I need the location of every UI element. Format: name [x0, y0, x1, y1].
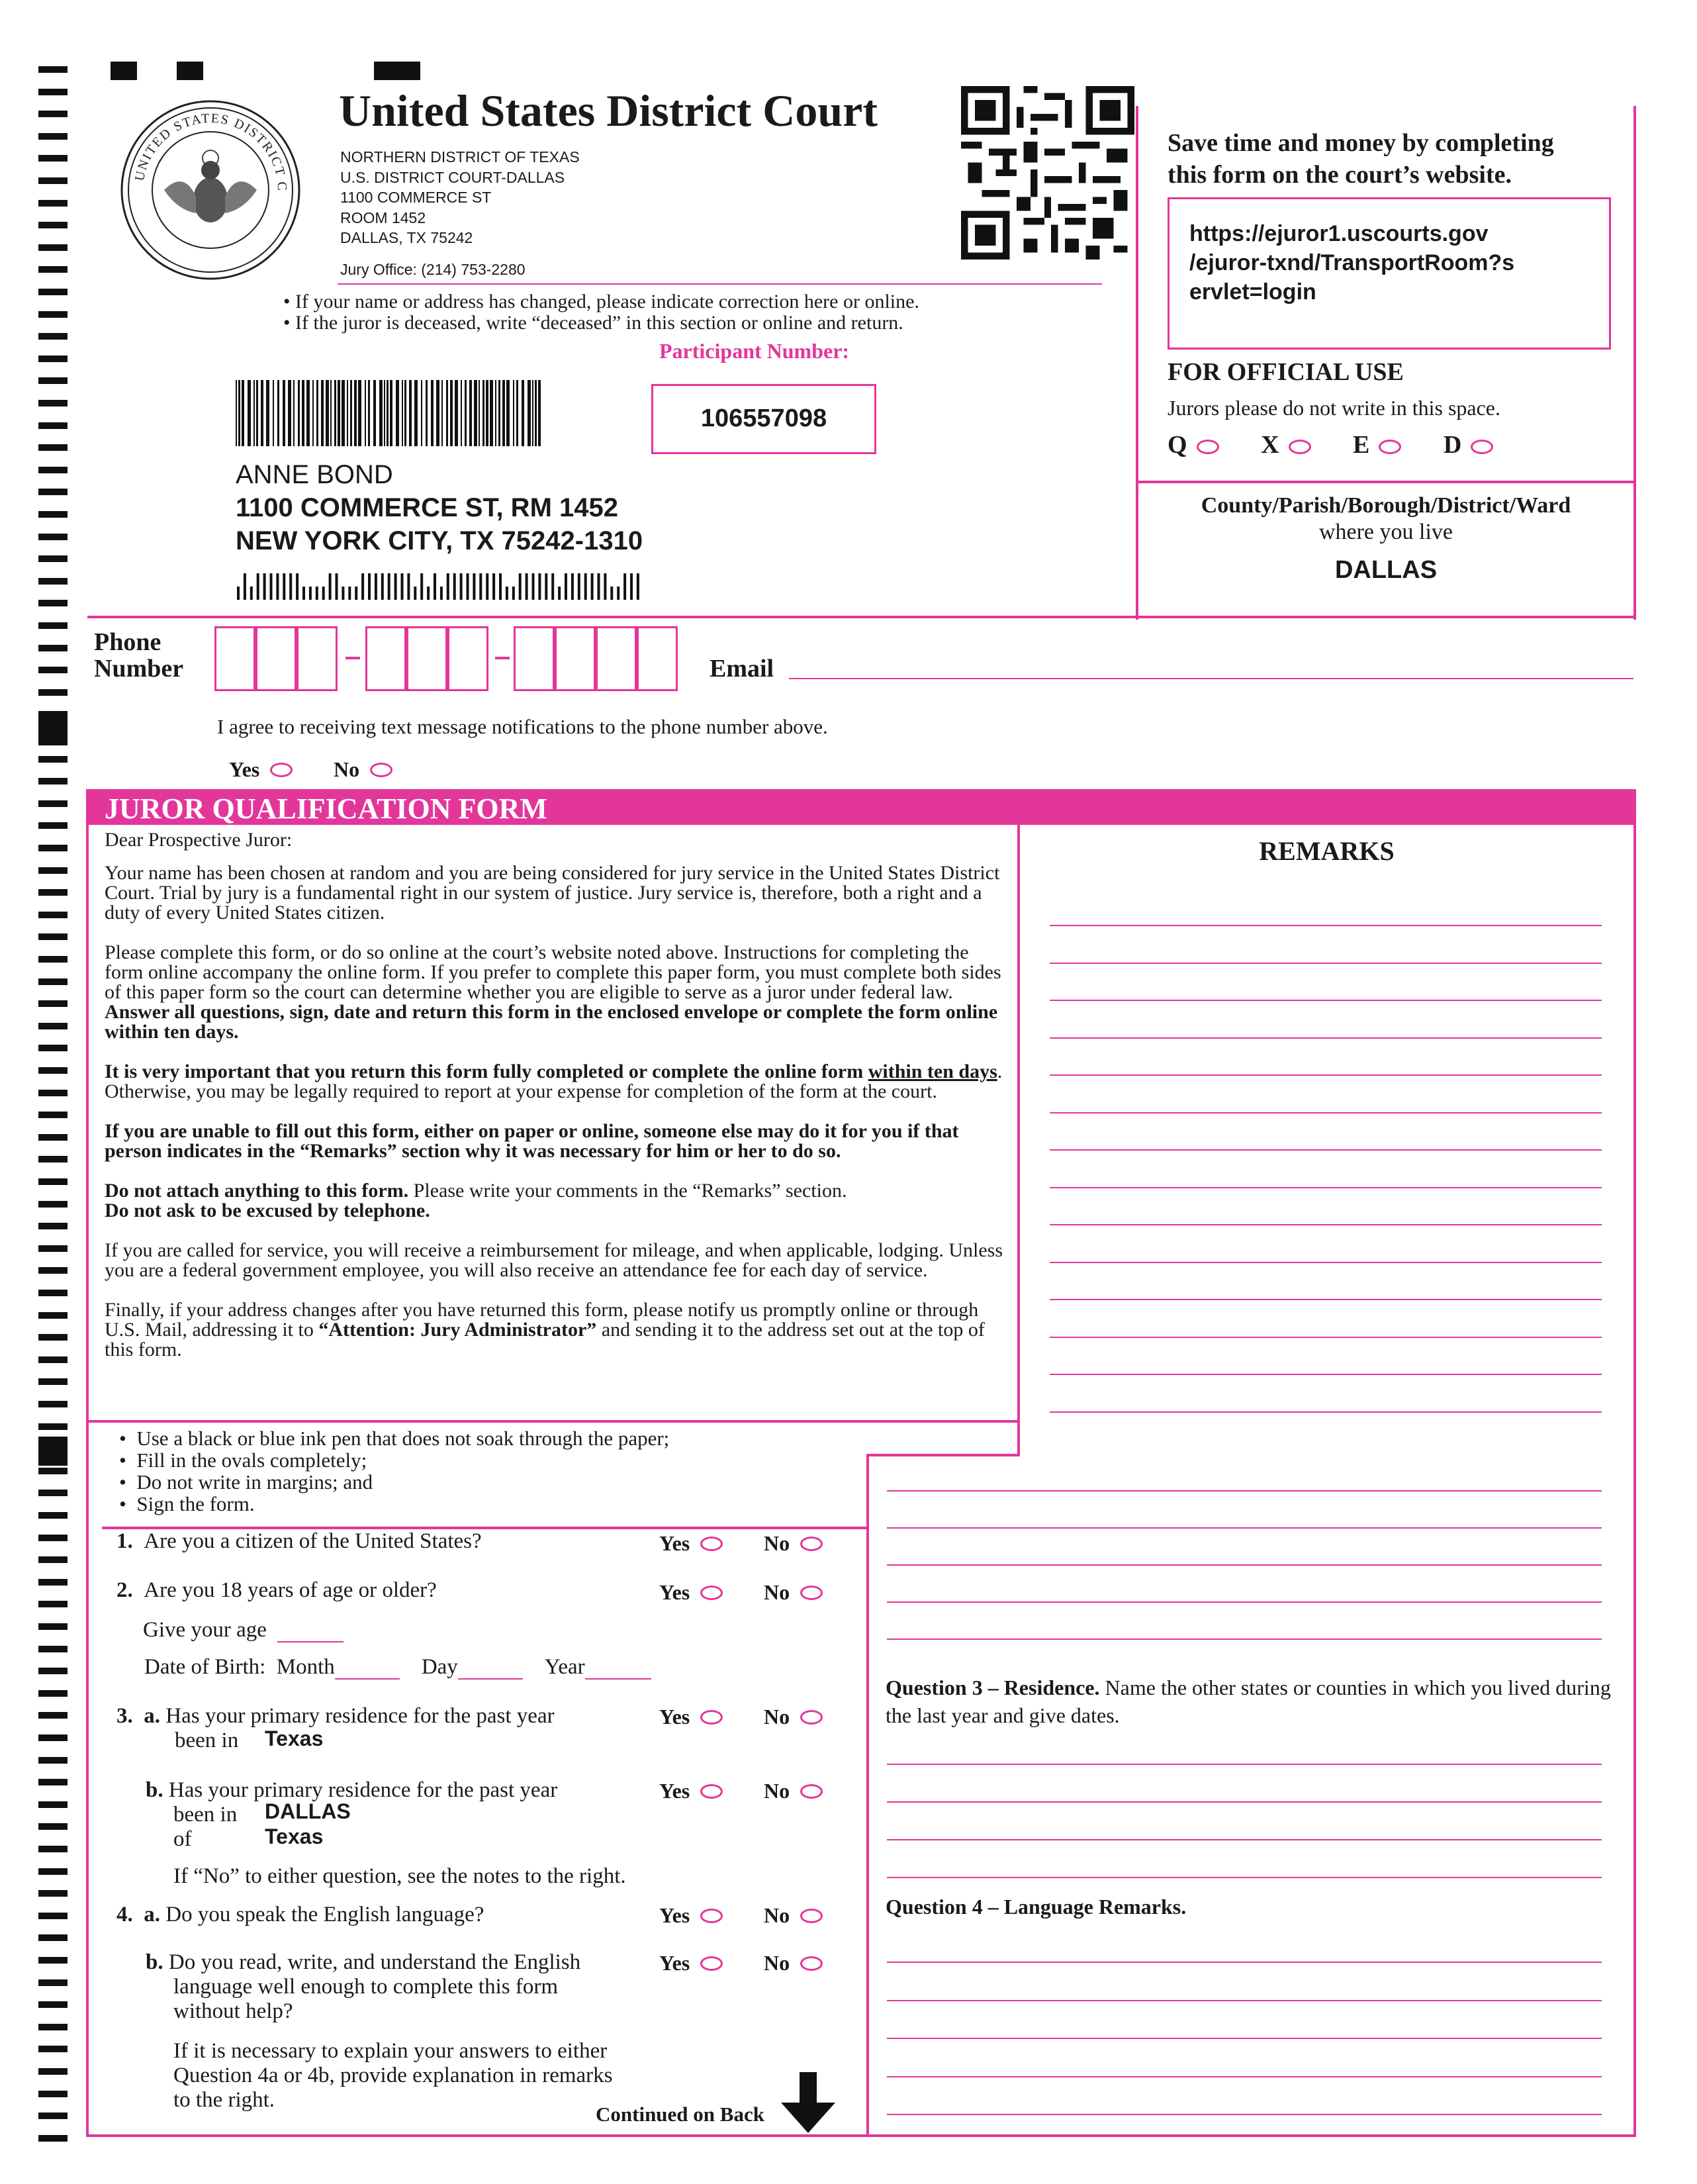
- remarks-line[interactable]: [1050, 1000, 1602, 1001]
- timing-tick: [38, 1423, 68, 1430]
- addressee-name: ANNE BOND: [236, 460, 393, 489]
- timing-tick: [38, 1801, 68, 1808]
- timing-tick: [38, 2024, 68, 2030]
- q3b-fill-state: Texas: [265, 1825, 324, 1848]
- timing-tick: [38, 1957, 68, 1964]
- county-label: County/Parish/Borough/District/Ward where you live: [1201, 493, 1571, 544]
- timing-tick: [38, 377, 68, 384]
- timing-tick: [38, 889, 68, 896]
- question-4b: b. Do you read, write, and understand the English language well enough to complete this form without help?: [146, 1950, 581, 2023]
- timing-tick: [38, 1201, 68, 1208]
- remarks-line[interactable]: [887, 1801, 1602, 1803]
- timing-tick: [38, 1868, 68, 1875]
- timing-tick: [38, 467, 68, 473]
- timing-tick: [38, 1734, 68, 1741]
- registration-mark: [111, 62, 137, 80]
- text-consent: I agree to receiving text message notifications to the phone number above.: [217, 715, 828, 738]
- timing-tick: [38, 778, 68, 784]
- phone-digit-box[interactable]: [596, 626, 637, 691]
- remarks-line[interactable]: [1050, 1187, 1602, 1188]
- timing-tick: [38, 1267, 68, 1274]
- phone-digit-box[interactable]: [297, 626, 338, 691]
- remarks-title: REMARKS: [1259, 836, 1395, 866]
- timing-tick: [38, 600, 68, 606]
- question-3a: 3. a. Has your primary residence for the past year been in: [116, 1704, 555, 1752]
- phone-digit-box[interactable]: [406, 626, 447, 691]
- q4a-yes[interactable]: Yes: [659, 1901, 723, 1928]
- timing-tick: [38, 1245, 68, 1252]
- q4b-yes[interactable]: Yes: [659, 1949, 723, 1975]
- letter-paragraph: Finally, if your address changes after you have returned this form, please notify us promptly online or through U.S. Mail, addressing it to “Attention: Jury Administrator” and sending it to the address set out at the top of this form.: [105, 1299, 985, 1360]
- letter-paragraph: Do not attach anything to this form. Please write your comments in the “Remarks” section. Do not ask to be excused by telephone.: [105, 1180, 847, 1221]
- timing-tick: [38, 1134, 68, 1141]
- timing-tick: [38, 956, 68, 963]
- q3-note: If “No” to either question, see the notes to the right.: [173, 1864, 626, 1888]
- timing-tick: [38, 1334, 68, 1341]
- letter-paragraph: If you are called for service, you will receive a reimbursement for mileage, and when applicable, lodging. Unless you are a federal government employee, you will also receive an attendance fee for each day of service.: [105, 1239, 1003, 1281]
- svg-text:UNITED STATES DISTRICT COURT: UNITED STATES DISTRICT C: [132, 111, 290, 193]
- q3a-fill-state: Texas: [265, 1727, 324, 1750]
- timing-tick: [38, 1890, 68, 1897]
- question-2: 2. Are you 18 years of age or older?: [116, 1578, 437, 1602]
- age-field[interactable]: Give your age: [143, 1618, 344, 1642]
- timing-tick: [38, 756, 68, 763]
- timing-tick: [38, 1378, 68, 1385]
- timing-tick: [38, 1468, 68, 1474]
- q1-yes[interactable]: Yes: [659, 1529, 723, 1556]
- q3-residence-remarks: Question 3 – Residence. Name the other states or counties in which you lived during the last year and give dates.: [886, 1676, 1611, 1727]
- remarks-line[interactable]: [887, 2114, 1602, 2115]
- letter-paragraph: Please complete this form, or do so online at the court’s website noted above. Instructions for completing the form online accompany the online form. If you prefer to complete this paper form, you must complete both sides of this paper form so the court can determine whether you are eligible to serve as a juror under federal law. Answer all questions, sign, date and return this form in the enclosed envelope or complete the form online within ten days.: [105, 941, 1001, 1043]
- timing-tick: [38, 555, 68, 562]
- timing-tick: [38, 1223, 68, 1229]
- timing-tick: [38, 1579, 68, 1586]
- down-arrow-icon: [781, 2072, 835, 2133]
- timing-tick: [38, 311, 68, 318]
- timing-tick: [38, 222, 68, 228]
- remarks-line[interactable]: [887, 1962, 1602, 1963]
- timing-tick: [38, 1668, 68, 1674]
- court-title: United States District Court: [339, 85, 878, 136]
- phone-digit-box[interactable]: [447, 626, 488, 691]
- phone-dash: [345, 657, 360, 659]
- registration-mark: [374, 62, 420, 80]
- letter-paragraph: It is very important that you return this form fully completed or complete the online form within ten days. Otherwise, you may be legally required to report at your expense for completion of the form at the court.: [105, 1061, 1003, 1102]
- timing-tick: [38, 1401, 68, 1407]
- timing-tick: [38, 1823, 68, 1830]
- remarks-line[interactable]: [1050, 1149, 1602, 1151]
- timing-tick: [38, 1312, 68, 1319]
- email-label: Email: [710, 655, 774, 683]
- remarks-line[interactable]: [887, 1564, 1602, 1566]
- timing-tick: [38, 1112, 68, 1118]
- q3b-yes[interactable]: Yes: [659, 1777, 723, 1803]
- qr-code: [961, 86, 1134, 260]
- timing-block: [38, 1437, 68, 1466]
- addressee-city: NEW YORK CITY, TX 75242-1310: [236, 526, 643, 555]
- timing-tick: [38, 1690, 68, 1697]
- timing-tick: [38, 333, 68, 340]
- remarks-line[interactable]: [887, 1764, 1602, 1765]
- question-1: 1. Are you a citizen of the United States?: [116, 1529, 482, 1553]
- letter-paragraph: Your name has been chosen at random and you are being considered for jury service in the United States District Court. Trial by jury is a fundamental right in our system of justice. Jury service is, therefore, both a right and a duty of every United States citizen.: [105, 862, 1000, 924]
- court-seal: [118, 97, 303, 283]
- timing-tick: [38, 244, 68, 251]
- remarks-line[interactable]: [887, 2000, 1602, 2001]
- phone-label: Phone Number: [94, 628, 184, 683]
- remarks-line[interactable]: [887, 1839, 1602, 1840]
- remarks-line[interactable]: [887, 1601, 1602, 1603]
- form-title-bar: JUROR QUALIFICATION FORM: [86, 789, 1636, 825]
- remarks-line[interactable]: [1050, 1299, 1602, 1300]
- timing-tick: [38, 1623, 68, 1630]
- registration-mark: [177, 62, 203, 80]
- instruction-list: [119, 1427, 669, 1515]
- timing-tick: [38, 2068, 68, 2075]
- q2-no[interactable]: No: [764, 1578, 823, 1605]
- timing-tick: [38, 867, 68, 874]
- official-use-title: FOR OFFICIAL USE: [1168, 358, 1404, 386]
- remarks-line[interactable]: [1050, 1374, 1602, 1375]
- remarks-line[interactable]: [1050, 1037, 1602, 1039]
- q4a-no[interactable]: No: [764, 1901, 823, 1928]
- remarks-line[interactable]: [1050, 925, 1602, 926]
- timing-tick: [38, 356, 68, 362]
- timing-tick: [38, 1979, 68, 1986]
- timing-tick: [38, 1356, 68, 1363]
- q2-yes[interactable]: Yes: [659, 1578, 723, 1605]
- text-consent-no[interactable]: No: [334, 755, 392, 782]
- timing-tick: [38, 1601, 68, 1607]
- phone-digit-box[interactable]: [365, 626, 406, 691]
- timing-tick: [38, 2001, 68, 2008]
- timing-tick: [38, 2135, 68, 2142]
- timing-tick: [38, 1757, 68, 1764]
- q3a-no[interactable]: No: [764, 1703, 823, 1729]
- timing-tick: [38, 667, 68, 673]
- letter-body: [105, 830, 1006, 1380]
- question-3b: b. Has your primary residence for the past year been in of: [146, 1778, 558, 1851]
- instruction-item: • Sign the form.: [119, 1492, 255, 1515]
- addressee-block: [236, 458, 643, 557]
- timing-tick: [38, 200, 68, 207]
- remarks-line[interactable]: [1050, 1112, 1602, 1114]
- timing-tick: [38, 89, 68, 95]
- timing-tick: [38, 845, 68, 851]
- dob-field[interactable]: Date of Birth: Month Day Year: [144, 1655, 651, 1680]
- remarks-line[interactable]: [1050, 1224, 1602, 1225]
- remarks-line[interactable]: [887, 1877, 1602, 1878]
- timing-tick: [38, 1512, 68, 1519]
- timing-tick: [38, 511, 68, 518]
- timing-tick: [38, 622, 68, 629]
- timing-tick: [38, 1846, 68, 1852]
- website-url[interactable]: https://ejuror1.uscourts.gov /ejuror-txnd/TransportRoom?s ervlet=login: [1168, 197, 1611, 350]
- q3a-yes[interactable]: Yes: [659, 1703, 723, 1729]
- phone-digit-box[interactable]: [255, 626, 297, 691]
- phone-digit-box[interactable]: [555, 626, 596, 691]
- continued-on-back: Continued on Back: [596, 2103, 764, 2126]
- timing-tick: [38, 1913, 68, 1919]
- timing-tick: [38, 578, 68, 585]
- remarks-line[interactable]: [887, 1490, 1602, 1492]
- phone-digit-box[interactable]: [214, 626, 255, 691]
- email-field[interactable]: [789, 678, 1633, 679]
- q1-no[interactable]: No: [764, 1529, 823, 1556]
- timing-tick: [38, 1535, 68, 1541]
- question-4a: 4. a. Do you speak the English language?: [116, 1903, 484, 1926]
- website-heading: Save time and money by completing this form on the court’s website.: [1168, 129, 1554, 189]
- phone-dash: [495, 657, 510, 659]
- timing-tick: [38, 800, 68, 807]
- letter-paragraph: If you are unable to fill out this form, either on paper or online, someone else may do it for you if that person indicates in the “Remarks” section why it was necessary for him or her to do so.: [105, 1120, 959, 1162]
- timing-tick: [38, 1490, 68, 1496]
- timing-tick: [38, 1156, 68, 1163]
- timing-tick: [38, 645, 68, 651]
- q4-note: If it is necessary to explain your answers to either Question 4a or 4b, provide explanation in remarks to the right.: [173, 2039, 613, 2112]
- participant-number: 106557098: [651, 384, 876, 454]
- timing-tick: [38, 978, 68, 985]
- remarks-line[interactable]: [1050, 1411, 1602, 1413]
- q4b-no[interactable]: No: [764, 1949, 823, 1975]
- remarks-line[interactable]: [1050, 963, 1602, 964]
- timing-block: [38, 716, 68, 745]
- court-address: NORTHERN DISTRICT OF TEXAS U.S. DISTRICT COURT-DALLAS 1100 COMMERCE ST ROOM 1452 DALLAS, TX 75242: [340, 148, 580, 246]
- timing-tick: [38, 444, 68, 451]
- phone-digit-box[interactable]: [514, 626, 555, 691]
- q3b-no[interactable]: No: [764, 1777, 823, 1803]
- timing-tick: [38, 1712, 68, 1719]
- postal-barcode: [237, 573, 645, 600]
- timing-tick: [38, 2091, 68, 2097]
- timing-tick: [38, 933, 68, 940]
- timing-tick: [38, 1090, 68, 1096]
- timing-tick: [38, 1178, 68, 1185]
- timing-tick: [38, 289, 68, 295]
- timing-tick: [38, 111, 68, 117]
- remarks-line[interactable]: [1050, 1337, 1602, 1338]
- timing-tick: [38, 400, 68, 406]
- instruction-item: • Do not write in margins; and: [119, 1470, 373, 1494]
- timing-tick: [38, 133, 68, 140]
- remarks-line[interactable]: [887, 2038, 1602, 2039]
- letter-salutation: Dear Prospective Juror:: [105, 829, 293, 851]
- timing-tick: [38, 2113, 68, 2119]
- timing-tick: [38, 1290, 68, 1296]
- mail-barcode: [236, 380, 541, 446]
- timing-tick: [38, 266, 68, 273]
- jury-office-phone: Jury Office: (214) 753-2280: [340, 261, 526, 278]
- county-value: DALLAS: [1334, 556, 1438, 584]
- remarks-line[interactable]: [1050, 1262, 1602, 1263]
- timing-tick: [38, 1000, 68, 1007]
- timing-tick: [38, 1045, 68, 1051]
- timing-tick: [38, 177, 68, 184]
- timing-tick: [38, 422, 68, 429]
- change-notices: • If your name or address has changed, please indicate correction here or online. • If the juror is deceased, write “deceased” in this section or online and return.: [283, 291, 919, 334]
- instruction-item: • Fill in the ovals completely;: [119, 1448, 367, 1472]
- timing-tick: [38, 912, 68, 918]
- addressee-street: 1100 COMMERCE ST, RM 1452: [236, 493, 618, 522]
- q3b-fill-county: DALLAS: [265, 1799, 351, 1823]
- timing-tick: [38, 1934, 68, 1941]
- phone-digit-box[interactable]: [637, 626, 678, 691]
- remarks-line[interactable]: [887, 1638, 1602, 1640]
- official-use-note: Jurors please do not write in this space.: [1168, 396, 1500, 420]
- remarks-line[interactable]: [1050, 1074, 1602, 1076]
- timing-tick: [38, 534, 68, 540]
- timing-tick: [38, 1646, 68, 1652]
- q4-language-remarks: Question 4 – Language Remarks.: [886, 1895, 1187, 1919]
- phone-boxes[interactable]: [214, 626, 682, 691]
- remarks-line[interactable]: [887, 2076, 1602, 2077]
- timing-tick: [38, 1779, 68, 1785]
- timing-tick: [38, 66, 68, 73]
- timing-tick: [38, 689, 68, 696]
- timing-tick: [38, 155, 68, 162]
- participant-label: Participant Number:: [659, 339, 850, 363]
- official-codes: Q X E D: [1168, 430, 1493, 459]
- timing-tick: [38, 1556, 68, 1563]
- timing-tick: [38, 489, 68, 495]
- timing-tick: [38, 2046, 68, 2052]
- timing-tick: [38, 822, 68, 829]
- timing-tick: [38, 1067, 68, 1074]
- text-consent-yes[interactable]: Yes: [229, 755, 293, 782]
- timing-tick: [38, 1023, 68, 1029]
- instruction-item: • Use a black or blue ink pen that does not soak through the paper;: [119, 1427, 670, 1450]
- remarks-line[interactable]: [887, 1527, 1602, 1529]
